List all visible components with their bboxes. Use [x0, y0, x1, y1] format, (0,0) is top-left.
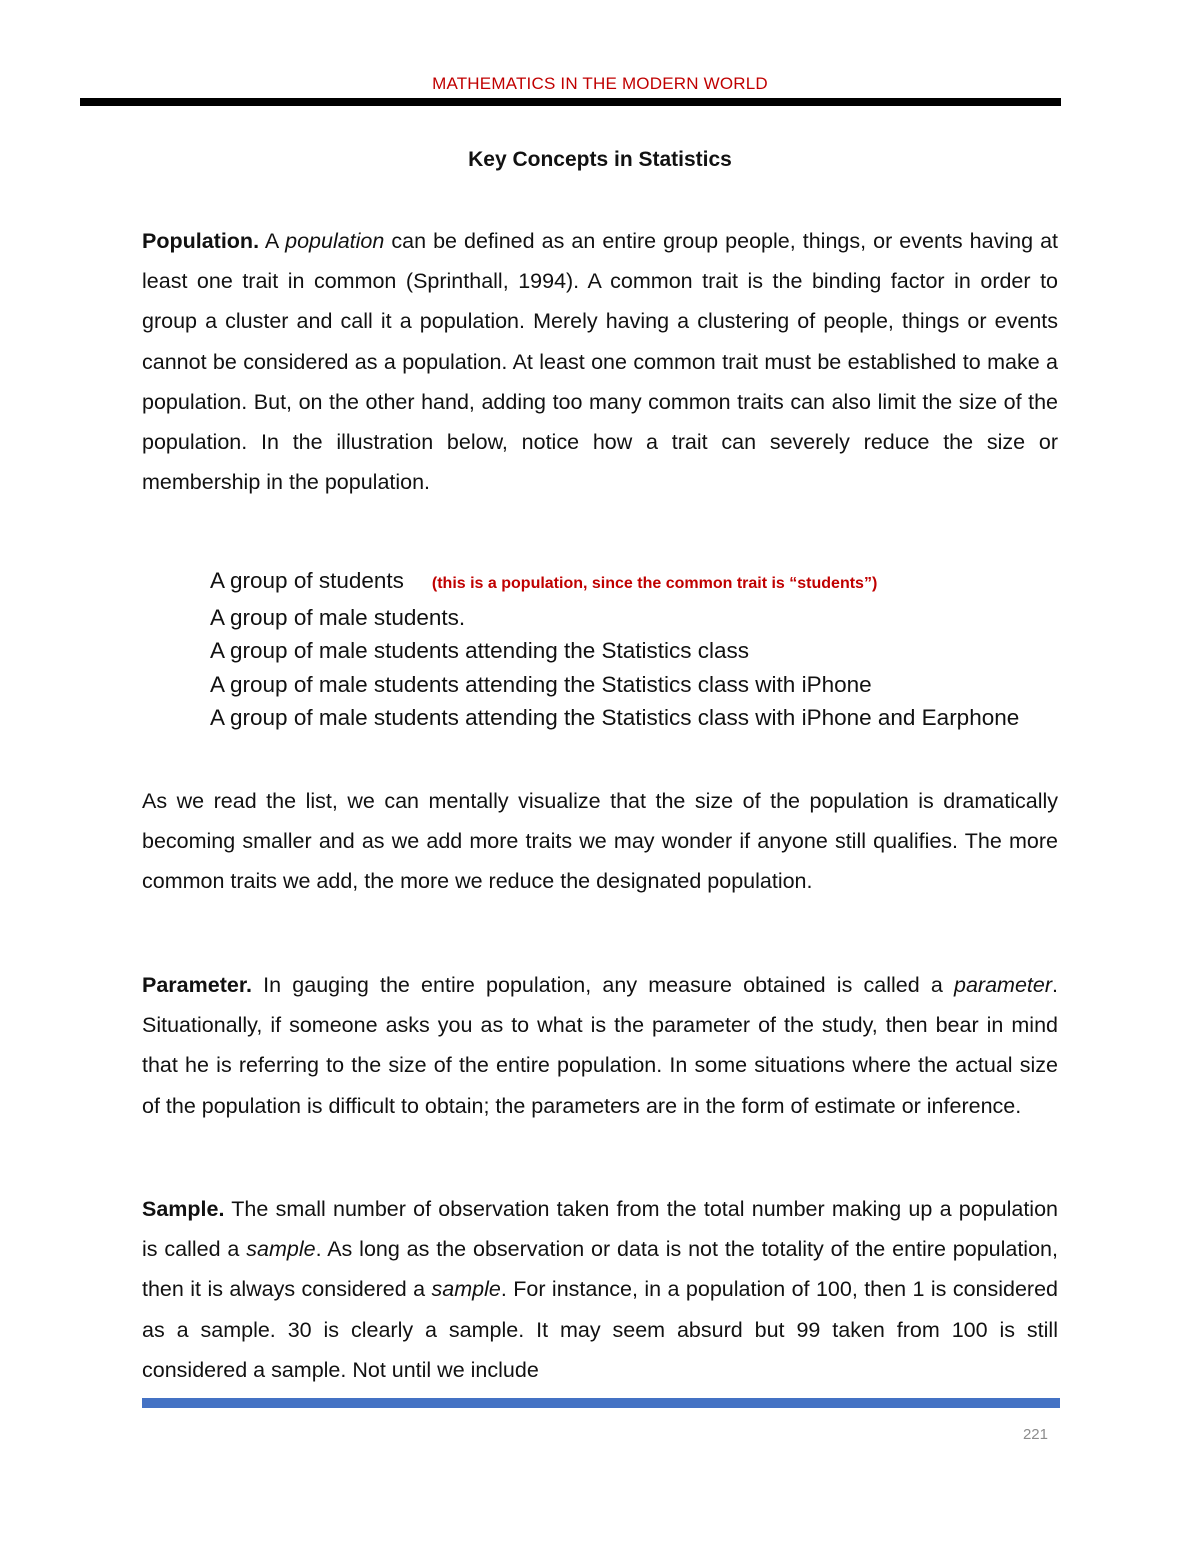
population-lead: A [259, 229, 286, 253]
population-italic-term: population [285, 229, 385, 253]
list-item-text: A group of male students. [210, 604, 466, 630]
sample-text-1: The small number of observation taken from the total number making up a population is called a [142, 1197, 1058, 1262]
page-heading: Key Concepts in Statistics [468, 148, 732, 171]
parameter-term: Parameter. [142, 973, 252, 997]
list-item [210, 668, 1060, 702]
sample-term: Sample. [142, 1197, 225, 1221]
sample-paragraph [142, 1189, 1058, 1390]
list-item-text: A group of male students attending the Statistics class with iPhone and Earphone [210, 705, 1020, 730]
parameter-lead: In gauging the entire population, any measure obtained is called a [251, 973, 955, 997]
sample-italic-1: sample [246, 1237, 316, 1262]
header-rule [80, 98, 1061, 106]
sample-text-3: . For instance, in a population of 100, then 1 is considered as a sample. 30 is clearly a sample. It may seem absurd but 99 taken from 100 is still considered a sample. Not until we include [142, 1277, 1058, 1382]
list-item [210, 634, 1060, 668]
population-term: Population. [142, 229, 260, 253]
list-item-text: A group of male students attending the Statistics class with iPhone [210, 671, 872, 697]
population-paragraph [142, 221, 1058, 502]
parameter-body: . Situationally, if someone asks you as to what is the parameter of the study, then bear in mind that he is referring to the size of the entire population. In some situations where the actual size of the population is difficult to obtain; the parameters are in the form of estimate or inference. [142, 973, 1058, 1118]
list-item [210, 601, 1060, 635]
parameter-paragraph [142, 965, 1058, 1126]
trait-list [210, 564, 1060, 735]
list-item-text: A group of students [210, 568, 404, 593]
population-body: can be defined as an entire group people, things, or events having at least one trait in common (Sprinthall, 1994). A common trait is the binding factor in order to group a cluster and call it a population. Merely having a clustering of people, things or events cannot be considered as a population. At least one common trait must be established to make a population. But, on the other hand, adding too many common traits can also limit the size of the population. In the illustration below, notice how a trait can severely reduce the size or membership in the population. [142, 229, 1059, 495]
parameter-italic-term: parameter [954, 973, 1053, 997]
running-header-title: MATHEMATICS IN THE MODERN WORLD [432, 74, 768, 93]
page-number: 221 [1022, 1426, 1048, 1443]
list-item-text: A group of male students attending the Statistics class [210, 638, 750, 663]
footer-rule [142, 1398, 1060, 1408]
sample-text-2: . As long as the observation or data is not the totality of the entire population, then it is always considered a [142, 1237, 1058, 1302]
summary-paragraph: As we read the list, we can mentally visualize that the size of the population is dramatically becoming smaller and as we add more traits we may wonder if anyone still qualifies. The more common traits we add, the more we reduce the designated population. [142, 789, 1058, 894]
population-note: (this is a population, since the common trait is “students”) [431, 575, 878, 592]
sample-italic-2: sample [431, 1277, 501, 1302]
list-item [210, 564, 1060, 601]
list-item [210, 701, 1060, 735]
